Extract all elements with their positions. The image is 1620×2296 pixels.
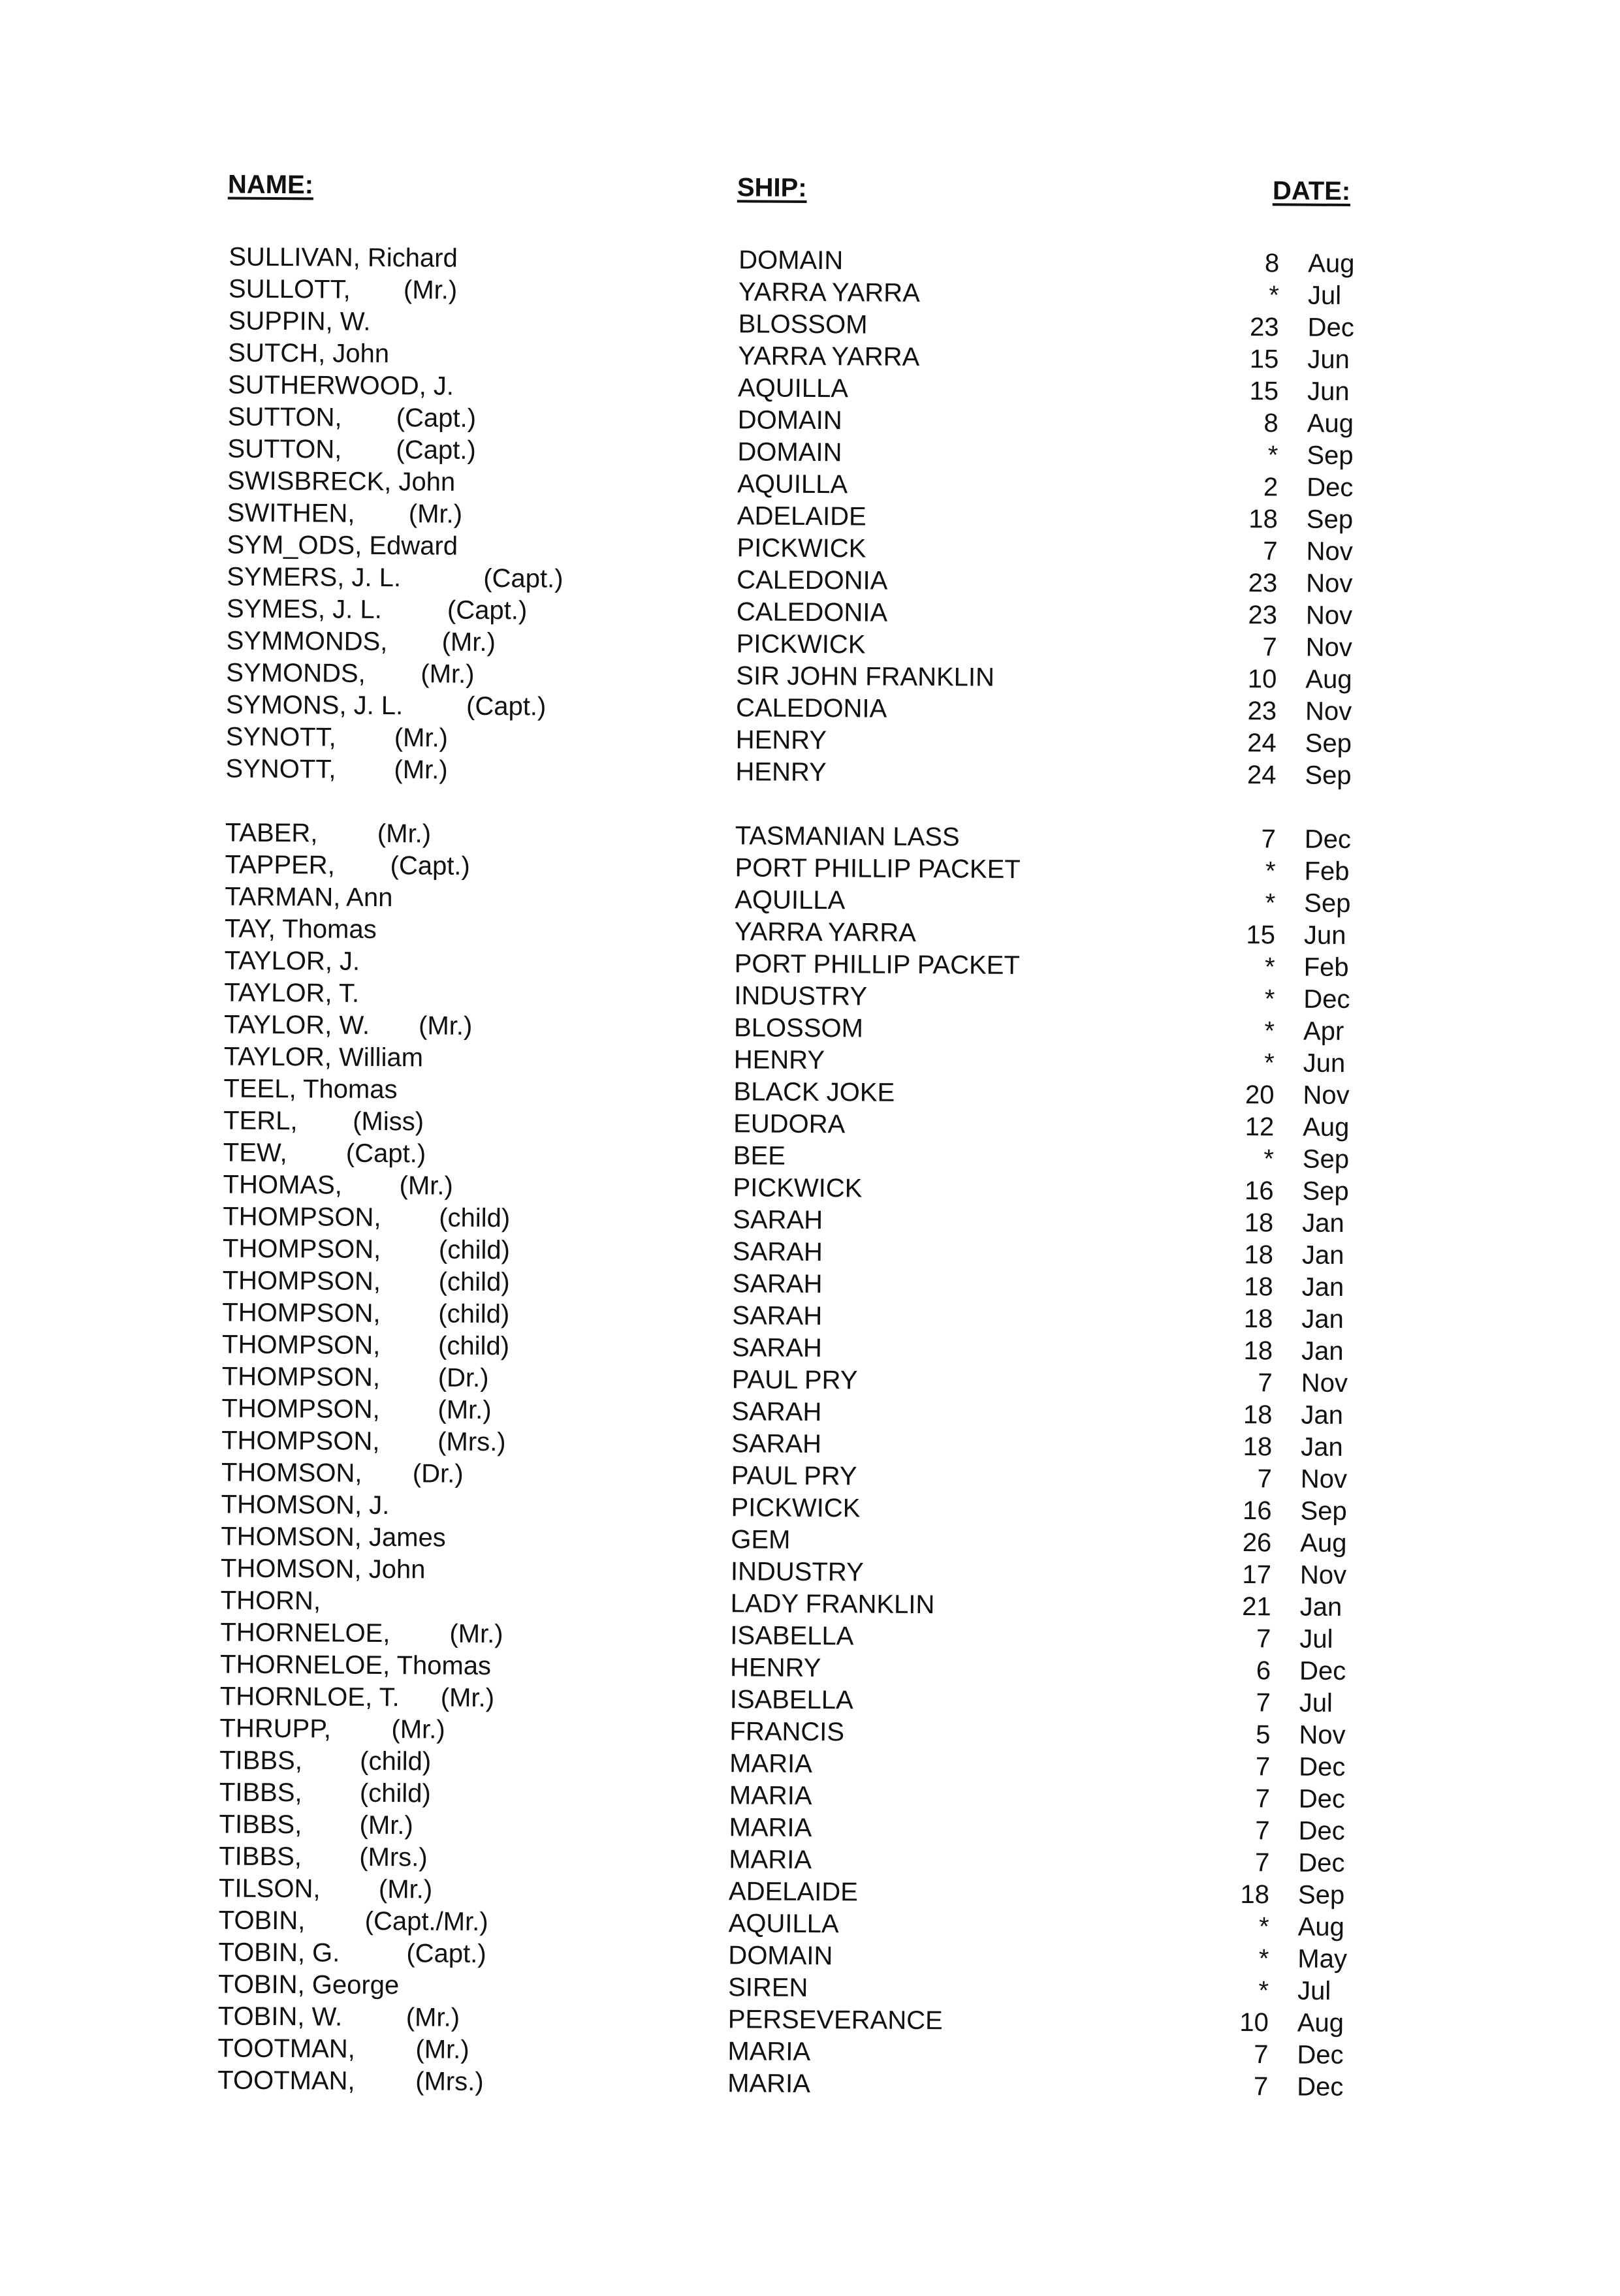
entry-name: TOBIN, G. (218, 1938, 340, 1968)
entry-title: (Mr.) (421, 659, 475, 689)
entry-name: TERL, (223, 1106, 298, 1136)
entry-name: TIBBS, (219, 1842, 302, 1872)
entry-name: SUTTON, (227, 434, 342, 464)
entry-ship: PORT PHILLIP PACKET (734, 949, 1021, 980)
entry-name: TILSON, (218, 1874, 321, 1904)
entry-ship: ISABELLA (730, 1621, 854, 1651)
entry-day: * (1264, 1048, 1275, 1078)
entry-month: Jan (1301, 1304, 1344, 1334)
entry-ship: ADELAIDE (737, 501, 866, 531)
entry-day: 23 (1248, 601, 1278, 630)
entry-month: Aug (1297, 1912, 1344, 1942)
entry-day: 15 (1249, 377, 1279, 406)
entry-month: Aug (1297, 2008, 1344, 2038)
entry-ship: YARRA YARRA (738, 341, 920, 372)
entry-ship: ADELAIDE (728, 1877, 858, 1907)
entry-name: SYMONS, J. L. (225, 690, 404, 721)
entry-day: 7 (1255, 1784, 1271, 1814)
entry-title: (Capt.) (390, 851, 470, 881)
entry-day: * (1258, 1912, 1269, 1942)
entry-name: THORNLOE, T. (219, 1682, 400, 1712)
entry-ship: BLACK JOKE (733, 1077, 895, 1107)
entry-title: (Mrs.) (437, 1427, 506, 1457)
entry-day: 17 (1242, 1560, 1272, 1590)
entry-name: THOMSON, John (220, 1554, 426, 1584)
entry-ship: AQUILLA (737, 469, 848, 499)
entry-title: (Mr.) (378, 1874, 433, 1904)
entry-month: Jan (1301, 1240, 1344, 1270)
entry-name: TOBIN, George (217, 1970, 400, 2000)
entry-day: * (1265, 889, 1276, 918)
entry-day: * (1264, 984, 1275, 1014)
entry-month: Aug (1308, 249, 1355, 279)
entry-title: (Mr.) (394, 755, 448, 785)
entry-day: * (1269, 281, 1280, 310)
entry-name: THOMPSON, (221, 1362, 381, 1392)
entry-day: * (1258, 1976, 1269, 2005)
entry-name: SYNOTT, (225, 722, 336, 752)
entry-month: Jun (1307, 345, 1350, 375)
entry-day: 18 (1243, 1304, 1273, 1334)
entry-ship: YARRA YARRA (734, 917, 916, 947)
entry-name: TIBBS, (219, 1778, 302, 1808)
entry-name: SUPPIN, W. (228, 306, 371, 336)
entry-ship: TASMANIAN LASS (735, 821, 960, 852)
entry-name: TAYLOR, J. (224, 946, 360, 976)
entry-day: 7 (1257, 1464, 1272, 1494)
entry-name: TARMAN, Ann (225, 882, 393, 913)
entry-month: Dec (1299, 1656, 1346, 1686)
entry-day: * (1264, 952, 1275, 982)
entry-month: Aug (1300, 1528, 1347, 1558)
entry-month: Feb (1303, 952, 1349, 983)
entry-title: (Mr.) (440, 1683, 495, 1713)
entry-month: Aug (1303, 1112, 1350, 1142)
entry-title: (Capt.) (483, 563, 564, 593)
entry-month: Nov (1305, 601, 1353, 631)
entry-ship: INDUSTRY (730, 1557, 864, 1587)
entry-name: TAYLOR, William (223, 1042, 424, 1073)
entry-day: 7 (1254, 1848, 1270, 1878)
entry-ship: HENRY (733, 1045, 825, 1075)
entry-day: 7 (1254, 2040, 1269, 2069)
entry-month: Nov (1301, 1368, 1348, 1398)
entry-name: TOOTMAN, (217, 2066, 355, 2096)
entry-ship: YARRA YARRA (738, 277, 920, 308)
entry-ship: AQUILLA (737, 373, 849, 403)
entry-title: (Dr.) (437, 1363, 489, 1393)
entry-day: 7 (1255, 1752, 1271, 1782)
entry-day: 16 (1244, 1176, 1274, 1206)
entry-month: Jun (1303, 920, 1346, 951)
entry-title: (Capt.) (396, 435, 476, 465)
entry-title: (Capt.) (466, 691, 547, 721)
entry-month: Nov (1303, 1080, 1350, 1110)
entry-ship: BLOSSOM (733, 1013, 864, 1043)
header-date: DATE: (1272, 176, 1351, 206)
entry-month: Jan (1301, 1400, 1344, 1430)
entry-day: 7 (1258, 1368, 1273, 1398)
entry-ship: PAUL PRY (731, 1365, 858, 1395)
entry-title: (Mr.) (415, 2035, 469, 2064)
entry-month: Jan (1299, 1592, 1342, 1622)
entry-month: Aug (1305, 665, 1352, 695)
entry-day: 18 (1240, 1880, 1270, 1910)
entry-month: Jan (1302, 1208, 1344, 1238)
entry-title: (Mr.) (437, 1395, 492, 1425)
entry-name: SYMONDS, (226, 658, 366, 688)
entry-month: Sep (1300, 1496, 1347, 1526)
entry-month: Dec (1297, 2072, 1344, 2102)
entry-name: TIBBS, (219, 1810, 302, 1840)
entry-day: 15 (1249, 345, 1279, 374)
entry-day: 7 (1263, 537, 1278, 566)
entry-name: THOMSON, J. (221, 1490, 390, 1520)
entry-ship: GEM (731, 1525, 791, 1554)
entry-day: 7 (1261, 825, 1276, 854)
entry-ship: ISABELLA (729, 1685, 853, 1715)
entry-name: TAPPER, (225, 850, 335, 880)
entry-title: (child) (439, 1203, 511, 1233)
entry-day: 18 (1244, 1272, 1273, 1302)
entry-month: Sep (1297, 1880, 1345, 1910)
entry-ship: PICKWICK (737, 533, 866, 563)
entry-month: Sep (1305, 761, 1352, 791)
entry-ship: SARAH (732, 1269, 823, 1299)
entry-day: 20 (1245, 1080, 1275, 1110)
entry-ship: MARIA (727, 2037, 811, 2067)
entry-day: 5 (1256, 1720, 1271, 1750)
entry-ship: BLOSSOM (738, 309, 868, 339)
entry-name: TIBBS, (219, 1746, 303, 1776)
entry-ship: MARIA (729, 1749, 813, 1779)
entry-name: SYMES, J. L. (226, 594, 382, 624)
entry-ship: SIREN (727, 1973, 808, 2003)
entry-ship: MARIA (729, 1845, 812, 1875)
entry-name: TOBIN, (218, 1906, 306, 1936)
entry-ship: INDUSTRY (734, 981, 868, 1011)
entry-title: (Capt.) (406, 1939, 486, 1968)
entry-name: TAYLOR, W. (223, 1010, 370, 1040)
entry-month: Jun (1303, 1048, 1346, 1078)
entry-name: SYMMONDS, (226, 626, 388, 657)
entry-month: Nov (1306, 569, 1353, 599)
entry-ship: DOMAIN (737, 405, 842, 435)
entry-day: * (1263, 1144, 1274, 1174)
entry-month: Sep (1305, 729, 1352, 759)
entry-ship: SIR JOHN FRANKLIN (736, 661, 995, 692)
entry-title: (Mr.) (391, 1715, 445, 1744)
entry-month: Jul (1297, 1976, 1331, 2005)
entry-day: 7 (1262, 633, 1277, 662)
entry-name: SUTHERWOOD, J. (227, 370, 454, 401)
entry-month: Jul (1299, 1624, 1333, 1654)
entry-name: THOMPSON, (222, 1266, 381, 1296)
entry-ship: AQUILLA (728, 1909, 839, 1939)
entry-name: SYMERS, J. L. (227, 562, 402, 593)
entry-day: 18 (1243, 1432, 1273, 1462)
entry-day: 23 (1247, 697, 1277, 726)
entry-day: 8 (1263, 409, 1279, 438)
entry-month: Apr (1303, 1016, 1344, 1046)
entry-name: THOMPSON, (222, 1234, 381, 1264)
entry-title: (Mr.) (408, 499, 463, 529)
entry-month: Dec (1299, 1752, 1346, 1782)
entry-name: TOBIN, W. (217, 2002, 343, 2032)
entry-day: 18 (1248, 505, 1278, 534)
entry-ship: PAUL PRY (731, 1461, 857, 1491)
entry-day: 10 (1239, 2008, 1269, 2037)
entry-title: (Capt.) (447, 595, 528, 625)
entry-month: Aug (1307, 409, 1354, 439)
entry-month: Feb (1304, 857, 1350, 887)
entry-day: 8 (1264, 249, 1280, 278)
entry-title: (child) (359, 1778, 431, 1808)
entry-ship: PORT PHILLIP PACKET (735, 853, 1021, 884)
entry-month: Jan (1301, 1336, 1344, 1366)
entry-ship: CALEDONIA (736, 597, 888, 627)
entry-ship: MARIA (729, 1781, 812, 1811)
entry-day: 21 (1242, 1592, 1271, 1622)
entry-month: Nov (1305, 633, 1352, 663)
entry-name: TABER, (225, 818, 318, 848)
entry-title: (Capt.) (345, 1139, 426, 1169)
entry-month: Jul (1307, 281, 1342, 310)
entry-month: Jan (1301, 1432, 1343, 1462)
entry-ship: LADY FRANKLIN (730, 1589, 935, 1620)
entry-month: Dec (1307, 313, 1354, 343)
entry-name: THOMSON, James (221, 1522, 446, 1552)
entry-title: (Mr.) (403, 275, 458, 305)
entry-name: THOMPSON, (222, 1298, 381, 1328)
entry-day: 7 (1255, 1816, 1270, 1846)
entry-ship: BEE (733, 1141, 786, 1171)
passenger-list (0, 240, 1620, 2105)
entry-ship: HENRY (729, 1653, 821, 1683)
entry-title: (Capt./Mr.) (364, 1906, 488, 1937)
entry-title: (Mr.) (394, 723, 449, 753)
entry-day: 18 (1244, 1240, 1274, 1270)
entry-ship: HENRY (735, 757, 827, 787)
entry-title: (child) (438, 1299, 510, 1329)
entry-month: Nov (1299, 1560, 1347, 1590)
entry-day: 6 (1256, 1656, 1271, 1686)
entry-day: 24 (1247, 761, 1277, 790)
entry-day: * (1267, 441, 1279, 470)
entry-day: 7 (1256, 1688, 1271, 1718)
entry-title: (Mr.) (418, 1011, 473, 1041)
entry-month: Sep (1307, 441, 1354, 471)
entry-day: 16 (1242, 1496, 1272, 1526)
entry-name: THRUPP, (219, 1714, 332, 1744)
entry-day: * (1264, 1016, 1275, 1046)
entry-month: Nov (1299, 1720, 1346, 1750)
entry-month: Dec (1304, 825, 1352, 855)
entry-name: SWITHEN, (227, 498, 355, 528)
entry-day: 15 (1246, 920, 1276, 950)
entry-month: Nov (1300, 1464, 1348, 1494)
entry-ship: SARAH (731, 1429, 822, 1459)
entry-name: THOMPSON, (221, 1426, 380, 1456)
entry-title: (Mrs.) (415, 2067, 484, 2096)
entry-ship: SARAH (733, 1205, 823, 1235)
entry-ship: CALEDONIA (737, 565, 888, 595)
entry-ship: PICKWICK (733, 1173, 863, 1203)
entry-name: SYM_ODS, Edward (227, 530, 458, 561)
entry-month: Dec (1303, 984, 1350, 1014)
entry-ship: MARIA (727, 2069, 811, 2099)
entry-ship: DOMAIN (739, 245, 844, 275)
entry-name: THOMPSON, (223, 1202, 381, 1232)
entry-month: May (1297, 1944, 1348, 1974)
entry-title: (child) (437, 1331, 510, 1361)
entry-ship: SARAH (732, 1237, 823, 1267)
entry-month: Sep (1302, 1176, 1349, 1206)
entry-month: Nov (1305, 697, 1352, 727)
entry-ship: SARAH (731, 1333, 823, 1363)
entry-month: Jun (1307, 377, 1350, 407)
entry-day: 18 (1244, 1208, 1274, 1238)
entry-title: (child) (438, 1235, 511, 1265)
entry-day: 7 (1253, 2072, 1269, 2101)
entry-ship: PICKWICK (736, 629, 866, 659)
entry-name: TEEL, Thomas (223, 1074, 398, 1105)
entry-name: THORN, (220, 1586, 321, 1616)
entry-name: SWISBRECK, John (227, 466, 456, 497)
entry-ship: PERSEVERANCE (727, 2005, 943, 2036)
entry-ship: FRANCIS (729, 1717, 845, 1747)
entry-day: 2 (1263, 473, 1279, 502)
entry-title: (Mr.) (359, 1810, 413, 1840)
entry-month: Dec (1298, 1784, 1346, 1814)
entry-title: (Mr.) (449, 1619, 503, 1649)
entry-day: 24 (1247, 729, 1277, 758)
entry-title: (Mr.) (405, 2003, 460, 2032)
entry-month: Sep (1302, 1144, 1350, 1174)
entry-name: SYNOTT, (225, 754, 336, 784)
entry-day: 7 (1256, 1624, 1271, 1654)
entry-title: (Mr.) (399, 1171, 453, 1201)
entry-name: SULLOTT, (228, 274, 351, 304)
header-ship: SHIP: (737, 173, 807, 202)
entry-title: (child) (438, 1267, 510, 1297)
entry-ship: HENRY (735, 725, 827, 755)
entry-name: TEW, (223, 1138, 287, 1168)
entry-title: (Capt.) (396, 403, 477, 433)
entry-ship: DOMAIN (728, 1941, 833, 1971)
entry-name: SUTCH, John (228, 338, 390, 369)
entry-title: (Miss) (353, 1107, 424, 1137)
entry-day: 10 (1247, 665, 1277, 694)
entry-name: THOMAS, (223, 1170, 342, 1200)
entry-name: THORNELOE, Thomas (219, 1650, 492, 1681)
entry-title: (child) (360, 1746, 432, 1776)
entry-ship: CALEDONIA (735, 693, 887, 723)
entry-day: 12 (1245, 1112, 1275, 1142)
entry-title: (Mr.) (377, 819, 432, 849)
entry-ship: SARAH (731, 1397, 822, 1427)
entry-ship: MARIA (729, 1813, 812, 1843)
entry-name: THORNELOE, (220, 1618, 390, 1648)
entry-name: SUTTON, (227, 402, 342, 432)
entry-month: Nov (1306, 537, 1353, 567)
entry-title: (Mrs.) (359, 1842, 428, 1872)
entry-month: Dec (1298, 1816, 1345, 1846)
entry-month: Dec (1297, 2040, 1344, 2070)
entry-ship: AQUILLA (735, 885, 846, 915)
entry-ship: EUDORA (733, 1109, 846, 1139)
entry-title: (Dr.) (412, 1459, 464, 1488)
entry-ship: DOMAIN (737, 437, 842, 467)
entry-month: Dec (1298, 1848, 1345, 1878)
entry-name: THOMPSON, (221, 1330, 381, 1360)
entry-month: Dec (1307, 473, 1354, 503)
entry-month: Sep (1306, 505, 1354, 535)
entry-day: 23 (1248, 569, 1278, 598)
entry-month: Jul (1299, 1688, 1333, 1718)
entry-name: TAY, Thomas (224, 914, 377, 944)
entry-month: Jan (1301, 1272, 1344, 1302)
entry-day: 26 (1242, 1528, 1272, 1558)
entry-name: TAYLOR, T. (224, 978, 360, 1008)
entry-ship: SARAH (732, 1301, 823, 1331)
entry-month: Sep (1304, 889, 1351, 919)
entry-name: THOMSON, (221, 1458, 362, 1488)
entry-name: THOMPSON, (221, 1394, 380, 1424)
entry-day: * (1258, 1944, 1269, 1974)
entry-ship: PICKWICK (731, 1493, 861, 1523)
entry-day: 23 (1250, 313, 1279, 342)
entry-name: SULLIVAN, Richard (229, 242, 458, 273)
entry-name: TOOTMAN, (217, 2034, 356, 2064)
entry-day: 18 (1243, 1400, 1273, 1430)
header-name: NAME: (227, 170, 314, 200)
entry-day: * (1265, 857, 1276, 886)
entry-day: 18 (1243, 1336, 1273, 1366)
entry-title: (Mr.) (441, 627, 496, 657)
